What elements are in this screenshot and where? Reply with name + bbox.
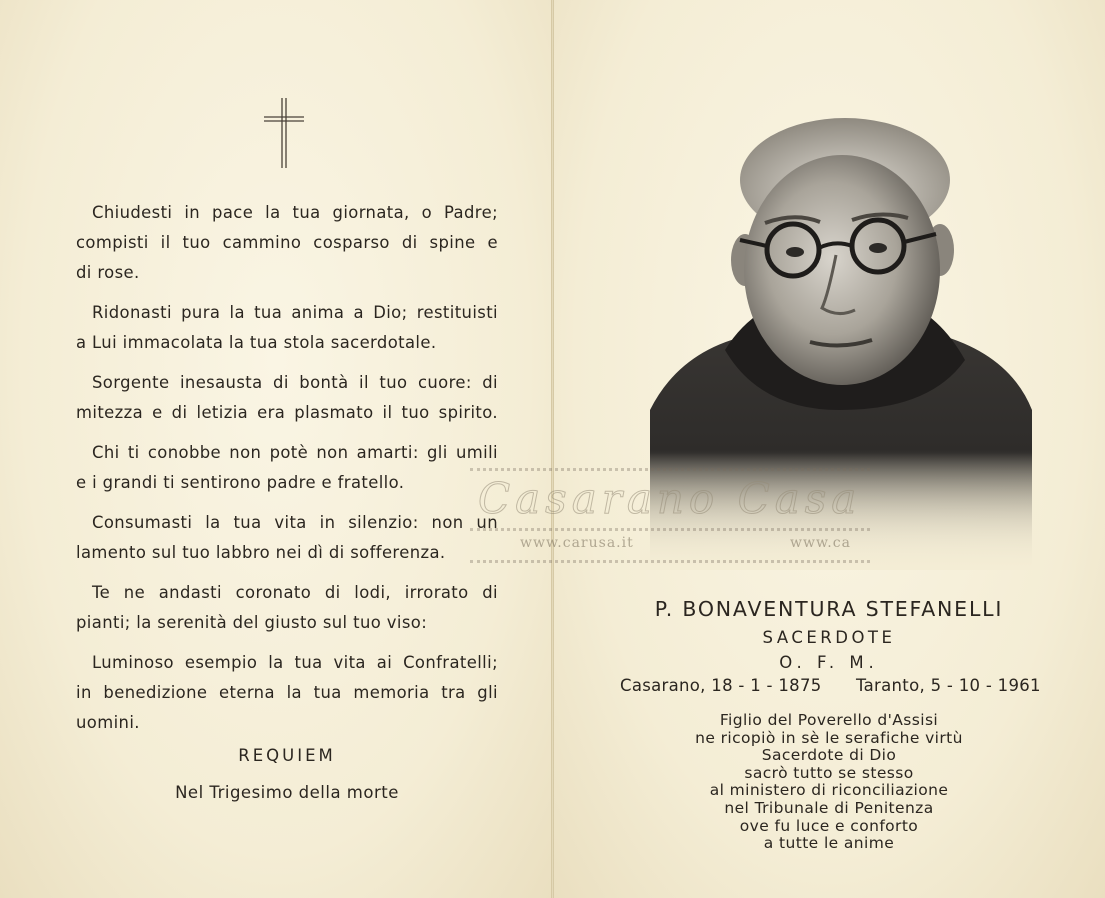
stanza (76, 298, 498, 358)
poem-line: compisti il tuo cammino cosparso di spine e (76, 233, 498, 252)
epitaph (553, 712, 1105, 853)
priest-name: P. BONAVENTURA STEFANELLI (654, 597, 1004, 621)
priest-title: SACERDOTE (762, 628, 896, 647)
birth-date: Casarano, 18 - 1 - 1875 (620, 676, 822, 695)
stanza (76, 578, 498, 638)
watermark-text: Casarano Casa (478, 474, 862, 523)
poem-line: in benedizione eterna la tua memoria tra gli (76, 683, 498, 702)
stanza (76, 438, 498, 498)
poem-line: Ridonasti pura la tua anima a Dio; restituisti (92, 303, 498, 322)
religious-order: O. F. M. (779, 653, 879, 672)
stanza (76, 648, 498, 738)
poem-line: a Lui immacolata la tua stola sacerdotale. (76, 333, 437, 352)
poem-line: pianti; la serenità del giusto sul tuo viso: (76, 613, 428, 632)
poem (76, 198, 498, 748)
watermark-url: www.ca (790, 535, 851, 551)
epitaph-line: ove fu luce e conforto (739, 816, 919, 835)
cross-icon (262, 97, 306, 169)
epitaph-line: Figlio del Poverello d'Assisi (719, 711, 939, 729)
poem-line: Chiudesti in pace la tua giornata, o Padre; (92, 203, 498, 222)
poem-line: Chi ti conobbe non potè non amarti: gli umili (92, 443, 498, 462)
poem-line: Te ne andasti coronato di lodi, irrorato di (92, 583, 498, 602)
epitaph-line: a tutte le anime (763, 834, 895, 853)
epitaph-line: sacrò tutto se stesso (744, 763, 914, 782)
watermark-url: www.carusa.it (520, 535, 634, 551)
death-date: Taranto, 5 - 10 - 1961 (856, 676, 1041, 695)
stanza (76, 198, 498, 288)
epitaph-line: ne ricopiò in sè le serafiche virtù (695, 728, 963, 747)
trigesimo-caption: Nel Trigesimo della morte (175, 783, 399, 802)
epitaph-line: Sacerdote di Dio (761, 746, 897, 765)
stanza (76, 368, 498, 428)
epitaph-line: al ministero di riconciliazione (709, 781, 949, 800)
epitaph-line: nel Tribunale di Penitenza (724, 798, 934, 817)
poem-line: di rose. (76, 263, 140, 282)
poem-line: Sorgente inesausta di bontà il tuo cuore: di (92, 373, 498, 392)
poem-line: Luminoso esempio la tua vita ai Confratelli; (92, 653, 498, 672)
poem-line: Consumasti la tua vita in silenzio: non un (92, 513, 498, 532)
watermark-dotted-line (470, 468, 870, 471)
requiem-heading: REQUIEM (238, 746, 336, 765)
poem-line: e i grandi ti sentirono padre e fratello. (76, 473, 405, 492)
poem-line: uomini. (76, 713, 140, 732)
poem-line: mitezza e di letizia era plasmato il tuo spirito. (76, 403, 498, 422)
stanza (76, 508, 498, 568)
watermark-dotted-line (470, 528, 870, 531)
watermark-dotted-line (470, 560, 870, 563)
poem-line: lamento sul tuo labbro nei dì di sofferenza. (76, 543, 446, 562)
